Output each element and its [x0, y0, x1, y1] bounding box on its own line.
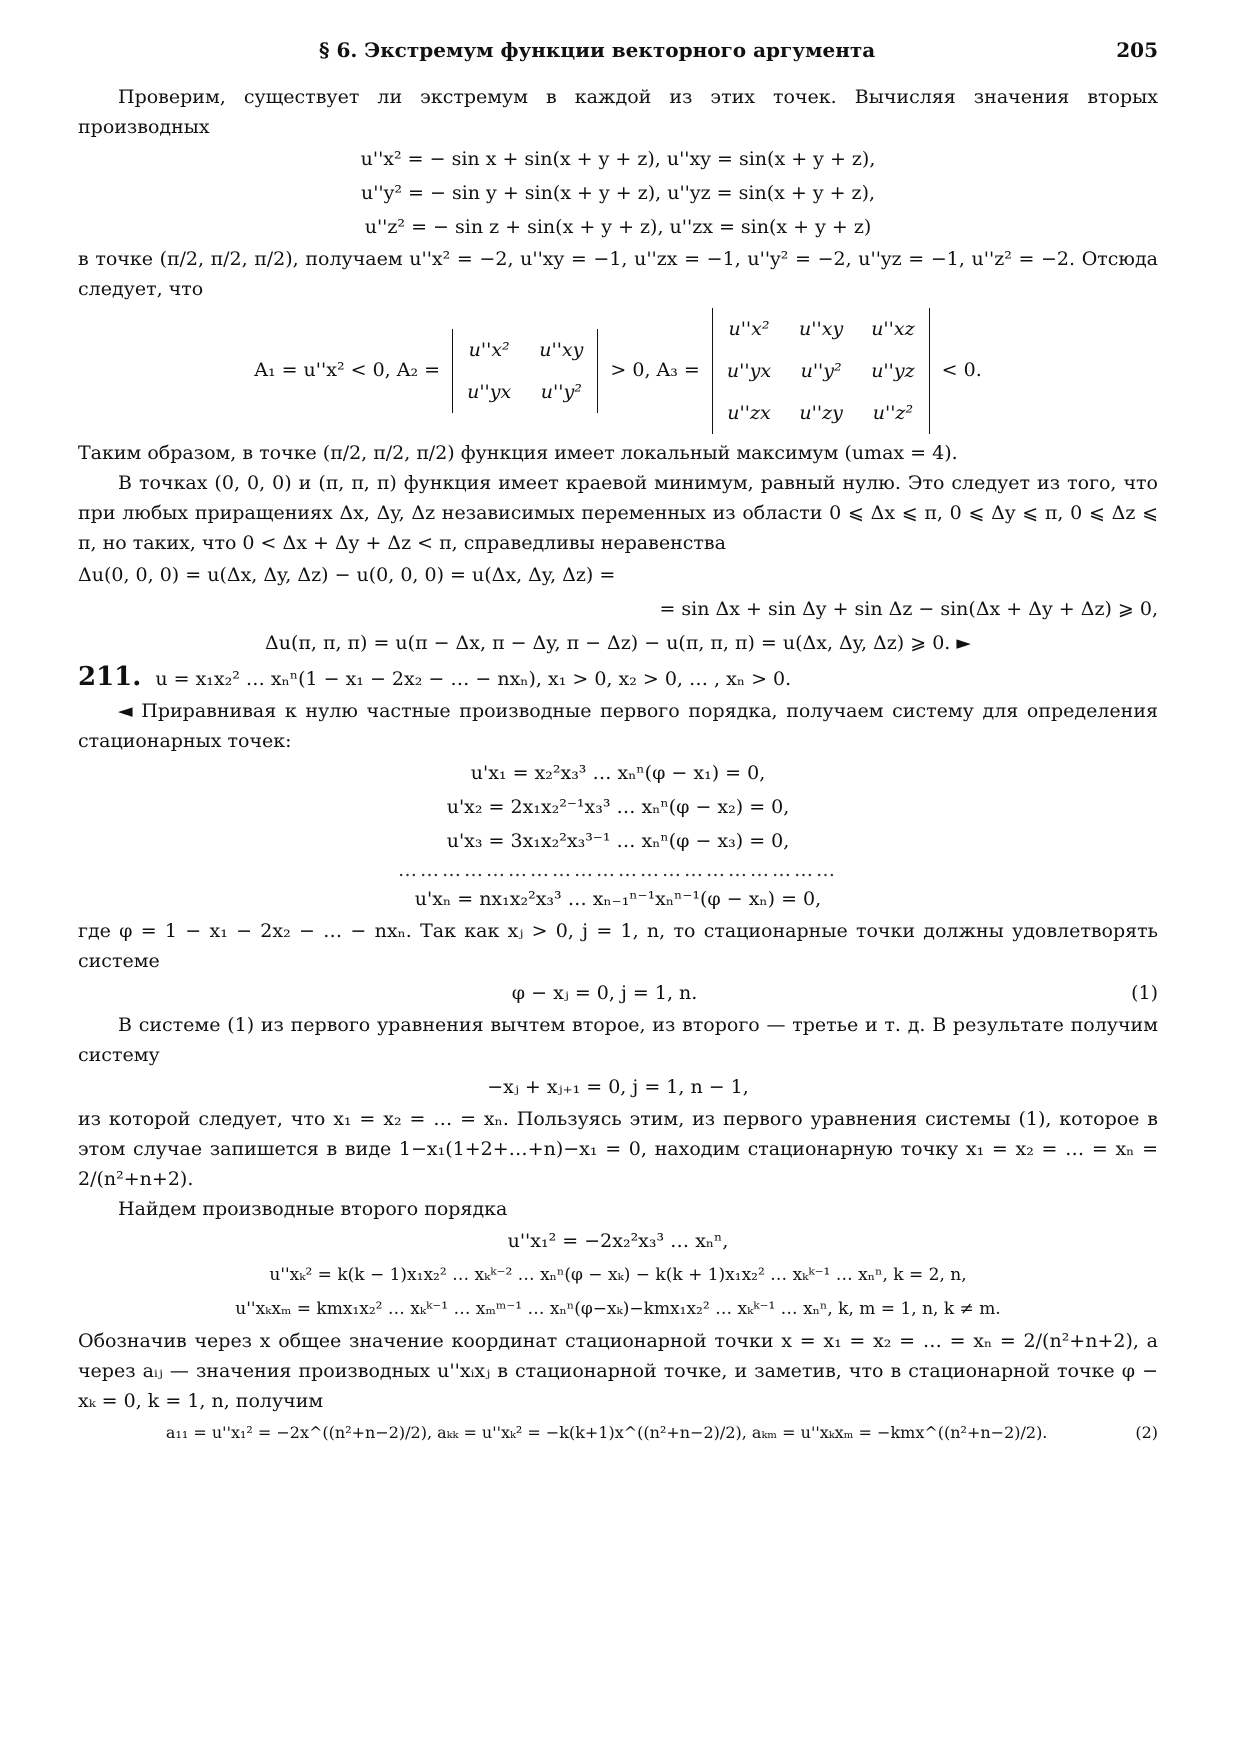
- det-cell: u''x²: [728, 318, 770, 340]
- equation: u''z² = − sin z + sin(x + y + z), u''zx = sin(x + y + z): [364, 216, 872, 238]
- section-title: § 6. Экстремум функции векторного аргумента: [319, 38, 876, 62]
- equation: u''x² = − sin x + sin(x + y + z), u''xy = sin(x + y + z),: [360, 148, 876, 170]
- problem-text: u = x₁x₂² … xₙⁿ(1 − x₁ − 2x₂ − … − nxₙ), x₁ > 0, x₂ > 0, … , xₙ > 0.: [155, 668, 792, 690]
- equation-numbered: [78, 976, 1158, 1010]
- equation: u''xₖ² = k(k − 1)x₁x₂² … xₖᵏ⁻² … xₙⁿ(φ − xₖ) − k(k + 1)x₁x₂² … xₖᵏ⁻¹ … xₙⁿ, k = 2, n,: [269, 1265, 967, 1285]
- det-cell: u''zy: [799, 402, 843, 424]
- equation-numbered: [78, 1416, 1158, 1450]
- equation: Δu(0, 0, 0) = u(Δx, Δy, Δz) − u(0, 0, 0) = u(Δx, Δy, Δz) =: [78, 564, 616, 586]
- paragraph: В системе (1) из первого уравнения вычтем второе, из второго — третье и т. д. В результате получим систему: [78, 1014, 1158, 1066]
- det-cell: u''yx: [467, 381, 512, 403]
- equation-body: φ − xⱼ = 0, j = 1, n.: [511, 982, 698, 1004]
- det-cell: u''y²: [800, 360, 842, 382]
- equation: u'xₙ = nx₁x₂²x₃³ … xₙ₋₁ⁿ⁻¹xₙⁿ⁻¹(φ − xₙ) = 0,: [414, 888, 822, 910]
- det-end-text: < 0.: [941, 359, 982, 381]
- equation-number: (2): [1135, 1423, 1158, 1442]
- determinants-equation: [78, 304, 1158, 438]
- paragraph: В точках (0, 0, 0) и (π, π, π) функция имеет краевой минимум, равный нулю. Это следует из того, что при любых приращениях Δx, Δy, Δz независимых переменных из области 0 ⩽ Δx ⩽ π, 0 ⩽ Δy ⩽ π, 0 ⩽ Δz ⩽ π, но таких, что 0 < Δx + Δy + Δz < π, справедливы неравенства: [78, 472, 1158, 554]
- equation: u''x₁² = −2x₂²x₃³ … xₙⁿ,: [507, 1230, 729, 1252]
- paragraph: Таким образом, в точке (π/2, π/2, π/2) функция имеет локальный максимум (umax = 4).: [78, 442, 958, 464]
- det-cell: u''y²: [540, 381, 582, 403]
- det-a3: [706, 308, 936, 434]
- paragraph: ◄ Приравнивая к нулю частные производные первого порядка, получаем систему для определения стационарных точек:: [78, 700, 1158, 752]
- det-cell: u''yx: [726, 360, 772, 382]
- paragraph: Найдем производные второго порядка: [118, 1198, 508, 1220]
- det-cell: u''xy: [799, 318, 844, 340]
- dotted-line: ……………………………………………………: [398, 859, 838, 881]
- paragraph: Обозначив через x общее значение координат стационарной точки x = x₁ = x₂ = … = xₙ = 2/(n²+n+2), а через aᵢⱼ — значения производных u''xᵢxⱼ в стационарной точке, и заметив, что в стационарной точке φ − xₖ = 0, k = 1, n, получим: [78, 1330, 1158, 1412]
- equation-body: a₁₁ = u''x₁² = −2x^((n²+n−2)/2), aₖₖ = u''xₖ² = −k(k+1)x^((n²+n−2)/2), aₖₘ = u''xₖxₘ = −kmx^((n²+n−2)/2).: [165, 1423, 1048, 1442]
- running-header: [78, 38, 1158, 62]
- equation: u'x₃ = 3x₁x₂²x₃³⁻¹ … xₙⁿ(φ − x₃) = 0,: [446, 830, 790, 852]
- det-a1-text: A₁ = u''x² < 0, A₂ =: [254, 359, 441, 381]
- det-cell: u''x²: [468, 339, 510, 361]
- det-a2: [446, 329, 604, 413]
- det-cell: u''xz: [871, 318, 915, 340]
- paragraph: из которой следует, что x₁ = x₂ = … = xₙ. Пользуясь этим, из первого уравнения системы (1), которое в этом случае запишется в виде 1−x₁(1+2+…+n)−x₁ = 0, находим стационарную точку x₁ = x₂ = … = xₙ = 2/(n²+n+2).: [78, 1108, 1158, 1190]
- det-mid-text: > 0, A₃ =: [610, 359, 700, 381]
- equation: −xⱼ + xⱼ₊₁ = 0, j = 1, n − 1,: [487, 1076, 749, 1098]
- det-cell: u''zx: [727, 402, 771, 424]
- equation: = sin Δx + sin Δy + sin Δz − sin(Δx + Δy + Δz) ⩾ 0,: [659, 598, 1158, 620]
- page-number: 205: [1116, 38, 1158, 62]
- det-cell: u''z²: [872, 402, 914, 424]
- equation: u''xₖxₘ = kmx₁x₂² … xₖᵏ⁻¹ … xₘᵐ⁻¹ … xₙⁿ(φ−xₖ)−kmx₁x₂² … xₖᵏ⁻¹ … xₙⁿ, k, m = 1, n, k ≠ m.: [235, 1299, 1001, 1319]
- paragraph: Проверим, существует ли экстремум в каждой из этих точек. Вычисляя значения вторых производных: [78, 86, 1158, 138]
- equation: Δu(π, π, π) = u(π − Δx, π − Δy, π − Δz) − u(π, π, π) = u(Δx, Δy, Δz) ⩾ 0. ►: [265, 632, 971, 654]
- equation: u''y² = − sin y + sin(x + y + z), u''yz = sin(x + y + z),: [360, 182, 876, 204]
- equation-number: (1): [1131, 982, 1158, 1004]
- det-cell: u''yz: [871, 360, 915, 382]
- equation: u'x₂ = 2x₁x₂²⁻¹x₃³ … xₙⁿ(φ − x₂) = 0,: [446, 796, 790, 818]
- equation: u'x₁ = x₂²x₃³ … xₙⁿ(φ − x₁) = 0,: [470, 762, 766, 784]
- problem-number: 211.: [78, 662, 142, 692]
- det-cell: u''xy: [539, 339, 584, 361]
- paragraph: где φ = 1 − x₁ − 2x₂ − … − nxₙ. Так как xⱼ > 0, j = 1, n, то стационарные точки должны удовлетворять системе: [78, 920, 1158, 972]
- paragraph: в точке (π/2, π/2, π/2), получаем u''x² = −2, u''xy = −1, u''zx = −1, u''y² = −2, u''yz = −1, u''z² = −2. Отсюда следует, что: [78, 248, 1158, 300]
- problem-statement: [78, 660, 1158, 696]
- page: [78, 38, 1158, 1450]
